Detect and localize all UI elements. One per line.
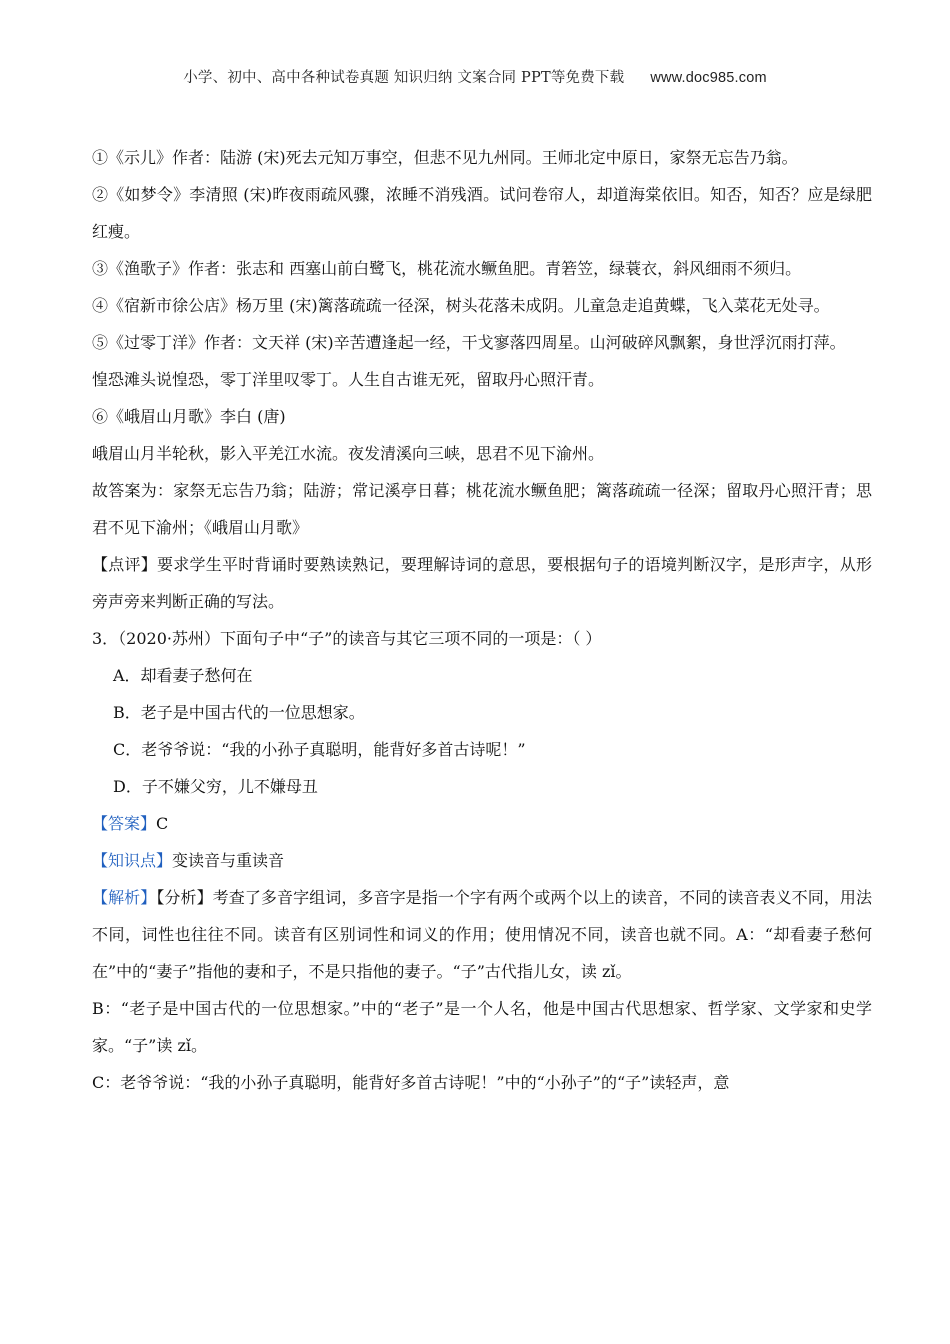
knowledge-value: 变读音与重读音 (172, 851, 285, 870)
answer-tag: 【答案】 (92, 814, 157, 833)
poem-2: ②《如梦令》李清照 (宋)昨夜雨疏风骤，浓睡不消残酒。试问卷帘人，却道海棠依旧。知否，知否？应是绿肥红瘦。 (92, 185, 872, 241)
question-3-option-c: C．老爷爷说：“我的小孙子真聪明，能背好多首古诗呢！” (113, 740, 526, 759)
question-3-analysis-b: B：“老子是中国古代的一位思想家。”中的“老子”是一个人名，他是中国古代思想家、哲学家、文学家和史学家。“子”读 zǐ。 (92, 999, 872, 1055)
poem-5-continued: 惶恐滩头说惶恐，零丁洋里叹零丁。人生自古谁无死，留取丹心照汗青。 (92, 370, 605, 389)
question-3-option-d: D．子不嫌父穷，儿不嫌母丑 (113, 777, 318, 796)
poem-1: ①《示儿》作者：陆游 (宋)死去元知万事空，但悲不见九州同。王师北定中原日，家祭无忘告乃翁。 (92, 148, 798, 167)
comment (92, 546, 872, 620)
header-text: 小学、初中、高中各种试卷真题 知识归纳 文案合同 PPT等免费下载 (183, 70, 625, 86)
poem-6-title: ⑥《峨眉山月歌》李白 (唐) (92, 407, 286, 426)
question-3-option-b: B．老子是中国古代的一位思想家。 (113, 703, 365, 722)
answer-value: C (156, 814, 169, 833)
poem-4: ④《宿新市徐公店》杨万里 (宋)篱落疏疏一径深，树头花落未成阴。儿童急走追黄蝶，飞入菜花无处寻。 (92, 296, 830, 315)
page-header (0, 66, 950, 87)
question-3-answer (92, 805, 872, 842)
poem-3: ③《渔歌子》作者：张志和 西塞山前白鹭飞，桃花流水鳜鱼肥。青箬笠，绿蓑衣，斜风细雨不须归。 (92, 259, 802, 278)
document-body (92, 139, 872, 1101)
answer-summary: 故答案为：家祭无忘告乃翁；陆游；常记溪亭日暮；桃花流水鳜鱼肥；篱落疏疏一径深；留取丹心照汗青；思君不见下渝州；《峨眉山月歌》 (92, 481, 872, 537)
analysis-tag: 【解析】 (92, 888, 157, 907)
analysis-text: 【分析】考查了多音字组词，多音字是指一个字有两个或两个以上的读音，不同的读音表义不同，用法不同，词性也往往不同。读音有区别词性和词义的作用；使用情况不同，读音也就不同。A：“却看妻子愁何在”中的“妻子”指他的妻和子，不是只指他的妻子。“子”古代指儿女，读 zǐ。 (92, 888, 872, 981)
poem-6-text: 峨眉山月半轮秋，影入平羌江水流。夜发清溪向三峡，思君不见下渝州。 (92, 444, 605, 463)
comment-text: 要求学生平时背诵时要熟读熟记，要理解诗词的意思，要根据句子的语境判断汉字，是形声字，从形旁声旁来判断正确的写法。 (92, 555, 872, 611)
poem-5: ⑤《过零丁洋》作者：文天祥 (宋)辛苦遭逢起一经，干戈寥落四周星。山河破碎风飘絮，身世浮沉雨打萍。 (92, 333, 846, 352)
knowledge-tag: 【知识点】 (92, 851, 173, 870)
question-3-knowledge (92, 842, 872, 879)
header-site-link[interactable]: www.doc985.com (650, 70, 767, 86)
question-3-option-a: A．却看妻子愁何在 (113, 666, 253, 685)
question-3-analysis-c: C：老爷爷说：“我的小孙子真聪明，能背好多首古诗呢！”中的“小孙子”的“子”读轻声，意 (92, 1073, 730, 1092)
question-3-stem: 3．（2020·苏州）下面句子中“子”的读音与其它三项不同的一项是：（ ） (92, 629, 602, 648)
comment-tag: 【点评】 (92, 555, 158, 574)
question-3-analysis (92, 879, 872, 990)
